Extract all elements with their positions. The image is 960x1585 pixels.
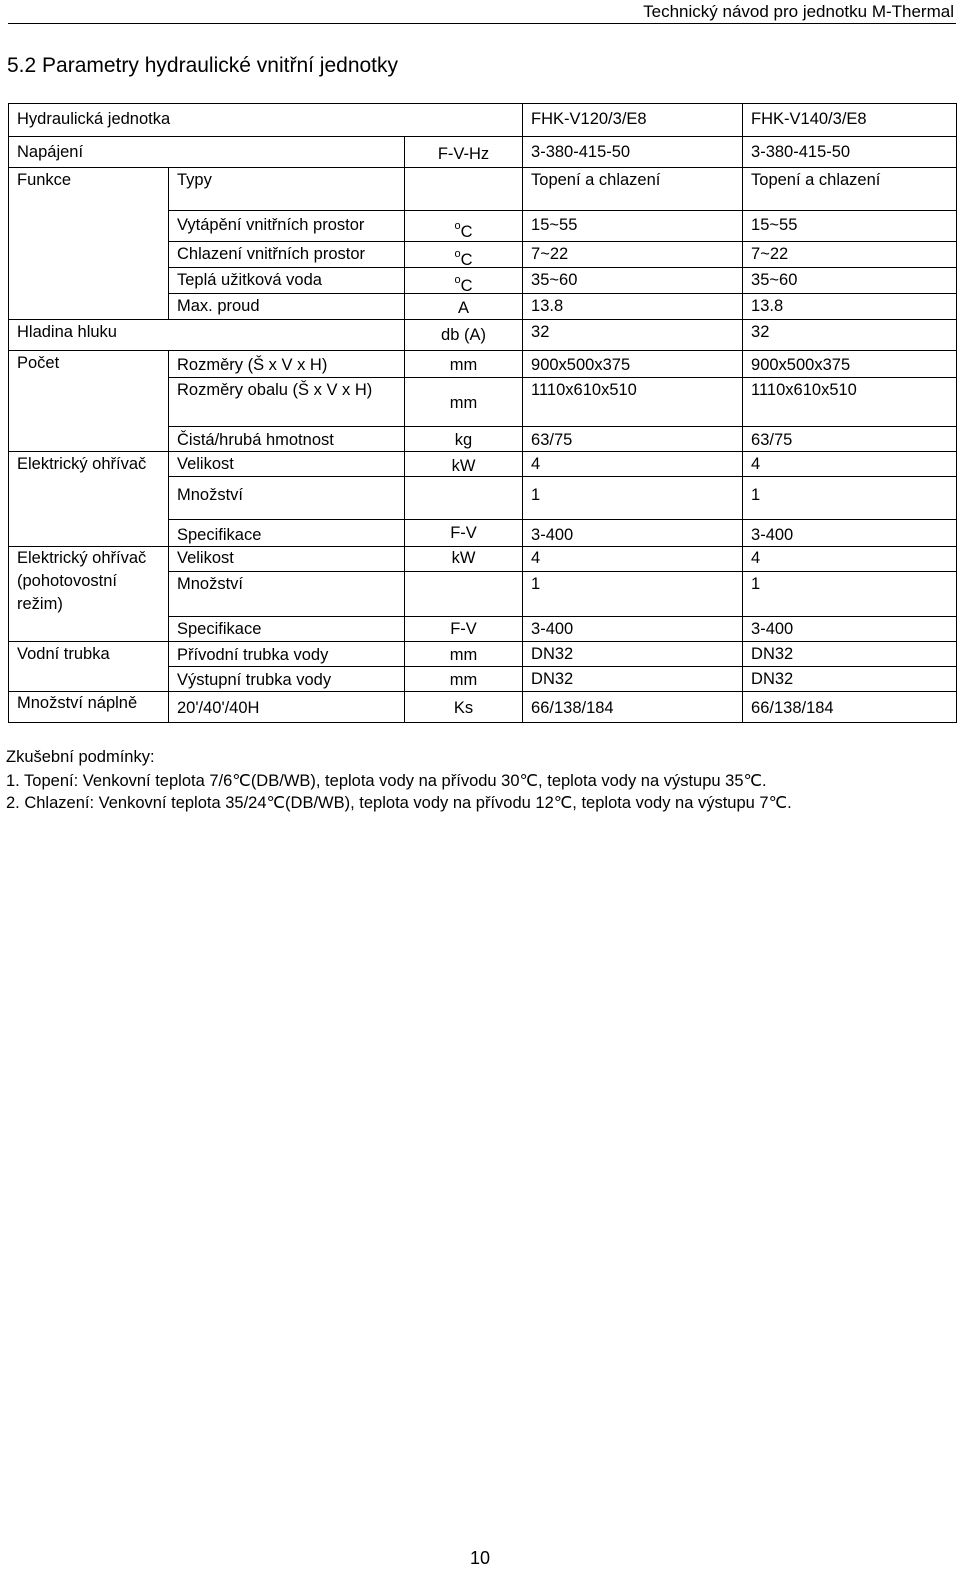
unit-cell: kg [405,427,523,452]
unit-cell: F-V [405,520,523,547]
item-cell: Rozměry obalu (Š x V x H) [169,378,405,427]
unit-cell: mm [405,351,523,378]
value-cell: 63/75 [523,427,743,452]
item-cell: Množství [169,477,405,520]
table-row [9,692,957,723]
table-row [9,642,957,667]
value-cell: 15~55 [743,211,957,242]
unit-cell: mm [405,667,523,692]
model-2-cell: FHK-V140/3/E8 [743,104,957,137]
item-cell: Specifikace [169,617,405,642]
group-cell: Počet [9,351,169,452]
item-cell: Množství [169,572,405,617]
unit-cell [405,572,523,617]
unit-cell: F-V [405,617,523,642]
item-cell: Teplá užitková voda [169,268,405,294]
group-cell: Elektrický ohřívač [9,452,169,547]
item-cell: Výstupní trubka vody [169,667,405,692]
item-cell: Velikost [169,547,405,572]
value-cell: Topení a chlazení [523,168,743,211]
group-cell: Elektrický ohřívač (pohotovostní režim) [9,547,169,642]
value-cell: 35~60 [743,268,957,294]
test-conditions-heading: Zkušební podmínky: [6,748,155,766]
header-rule [8,23,956,24]
table-row [9,452,957,477]
value-cell: 7~22 [743,242,957,268]
item-cell: Vytápění vnitřních prostor [169,211,405,242]
table-row [9,137,957,168]
value-cell: 1 [523,477,743,520]
value-cell: 7~22 [523,242,743,268]
item-cell: Typy [169,168,405,211]
unit-cell [405,477,523,520]
item-cell: Čistá/hrubá hmotnost [169,427,405,452]
parameters-table [8,103,957,723]
value-cell: 66/138/184 [743,692,957,723]
unit-cell: db (A) [405,320,523,351]
table-row [9,547,957,572]
value-cell: 3-380-415-50 [523,137,743,168]
unit-cell: $^o$C [405,242,523,268]
value-cell: 63/75 [743,427,957,452]
item-cell: Přívodní trubka vody [169,642,405,667]
value-cell: 66/138/184 [523,692,743,723]
item-cell: Velikost [169,452,405,477]
document-title: Technický návod pro jednotku M-Thermal [643,2,954,21]
value-cell: 900x500x375 [743,351,957,378]
value-cell: 13.8 [743,294,957,320]
value-cell: 3-400 [743,520,957,547]
item-cell: Max. proud [169,294,405,320]
value-cell: 13.8 [523,294,743,320]
unit-cell: A [405,294,523,320]
value-cell: 4 [743,452,957,477]
unit-cell: F-V-Hz [405,137,523,168]
value-cell: 1 [743,572,957,617]
value-cell: Topení a chlazení [743,168,957,211]
value-cell: 3-400 [523,617,743,642]
test-condition-1: 1. Topení: Venkovní teplota 7/6℃(DB/WB), teplota vody na přívodu 30℃, teplota vody na výstupu 35℃. [6,772,767,790]
table-row [9,168,957,211]
value-cell: 900x500x375 [523,351,743,378]
group-cell: Napájení [9,137,405,168]
value-cell: 1110x610x510 [523,378,743,427]
table-row [9,351,957,378]
value-cell: 32 [523,320,743,351]
value-cell: 1 [523,572,743,617]
item-cell: Rozměry (Š x V x H) [169,351,405,378]
item-cell: Chlazení vnitřních prostor [169,242,405,268]
value-cell: 35~60 [523,268,743,294]
unit-cell: $^o$C [405,211,523,242]
item-cell: Specifikace [169,520,405,547]
section-title: 5.2 Parametry hydraulické vnitřní jednotky [7,54,399,77]
value-cell: 1110x610x510 [743,378,957,427]
model-1-cell: FHK-V120/3/E8 [523,104,743,137]
value-cell: 3-400 [523,520,743,547]
group-cell: Funkce [9,168,169,320]
unit-cell: kW [405,452,523,477]
table-row [9,320,957,351]
unit-cell: $^o$C [405,268,523,294]
value-cell: 3-400 [743,617,957,642]
value-cell: 4 [523,547,743,572]
value-cell: 4 [743,547,957,572]
group-cell: Množství náplně [9,692,169,723]
unit-cell: mm [405,378,523,427]
test-condition-2: 2. Chlazení: Venkovní teplota 35/24℃(DB/WB), teplota vody na přívodu 12℃, teplota vody na výstupu 7℃. [6,794,792,812]
value-cell: DN32 [743,667,957,692]
value-cell: 4 [523,452,743,477]
unit-cell: kW [405,547,523,572]
page-number: 10 [469,1548,491,1568]
value-cell: 1 [743,477,957,520]
group-cell: Hladina hluku [9,320,405,351]
table-header-row [9,104,957,137]
value-cell: DN32 [523,667,743,692]
value-cell: 3-380-415-50 [743,137,957,168]
value-cell: DN32 [523,642,743,667]
unit-cell: Ks [405,692,523,723]
model-header-cell: Hydraulická jednotka [9,104,523,137]
value-cell: 15~55 [523,211,743,242]
value-cell: DN32 [743,642,957,667]
unit-cell: mm [405,642,523,667]
group-cell: Vodní trubka [9,642,169,692]
value-cell: 32 [743,320,957,351]
item-cell: 20'/40'/40H [169,692,405,723]
unit-cell [405,168,523,211]
